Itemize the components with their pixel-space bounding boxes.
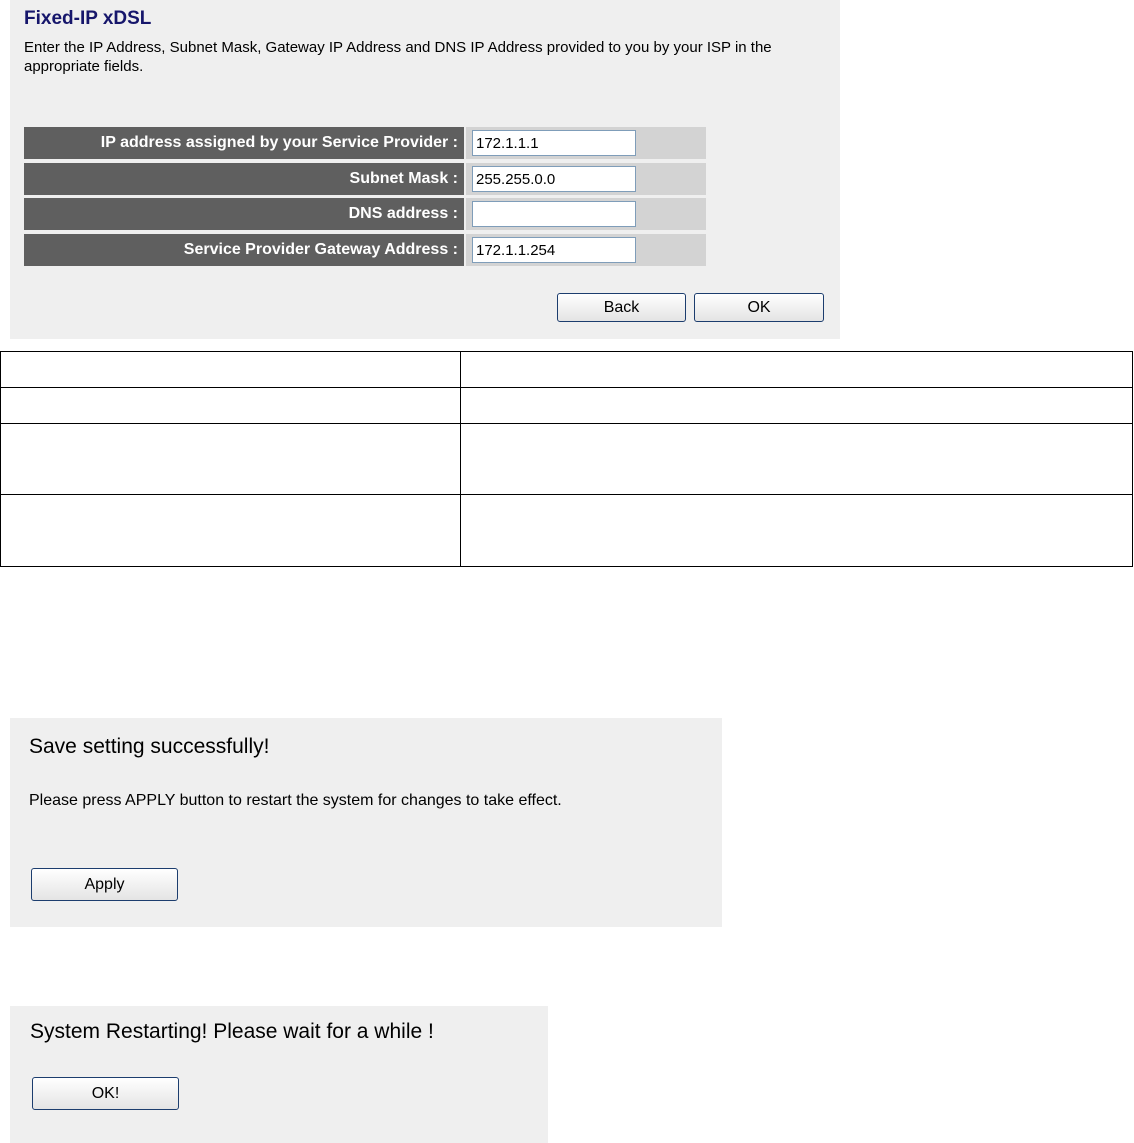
gateway-address-row	[24, 234, 706, 266]
save-success-title: Save setting successfully!	[29, 735, 270, 758]
page-description: Enter the IP Address, Subnet Mask, Gateway IP Address and DNS IP Address provided to you by your ISP in the appropriate fields.	[24, 39, 772, 75]
dns-address-input[interactable]	[472, 201, 636, 227]
back-button[interactable]: Back	[557, 293, 686, 322]
table-cell	[1, 495, 461, 567]
empty-table	[0, 351, 1133, 567]
subnet-mask-input[interactable]	[472, 166, 636, 192]
dns-address-row	[24, 198, 706, 230]
ip-address-label: IP address assigned by your Service Provider :	[24, 127, 464, 159]
table-cell	[461, 388, 1133, 424]
dns-address-label: DNS address :	[24, 198, 464, 230]
table-cell	[1, 388, 461, 424]
fixed-ip-xdsl-panel	[10, 0, 840, 339]
subnet-mask-row	[24, 163, 706, 195]
table-row	[1, 424, 1133, 495]
ok-button[interactable]: OK	[694, 293, 824, 322]
restart-ok-button[interactable]: OK!	[32, 1077, 179, 1110]
ip-address-row	[24, 127, 706, 159]
system-restarting-panel	[10, 1006, 548, 1143]
dns-address-cell	[466, 198, 706, 230]
table-row	[1, 495, 1133, 567]
page-title: Fixed-IP xDSL	[24, 8, 152, 29]
table-row	[1, 388, 1133, 424]
gateway-address-cell	[466, 234, 706, 266]
ip-address-input[interactable]	[472, 130, 636, 156]
table-cell	[461, 495, 1133, 567]
gateway-address-input[interactable]	[472, 237, 636, 263]
apply-button[interactable]: Apply	[31, 868, 178, 901]
gateway-address-label: Service Provider Gateway Address :	[24, 234, 464, 266]
subnet-mask-label: Subnet Mask :	[24, 163, 464, 195]
table-cell	[461, 352, 1133, 388]
table-cell	[1, 352, 461, 388]
ip-address-cell	[466, 127, 706, 159]
restarting-title: System Restarting! Please wait for a while !	[30, 1020, 434, 1043]
table-cell	[1, 424, 461, 495]
save-success-message: Please press APPLY button to restart the system for changes to take effect.	[29, 792, 562, 809]
table-row	[1, 352, 1133, 388]
table-cell	[461, 424, 1133, 495]
save-success-panel	[10, 718, 722, 927]
subnet-mask-cell	[466, 163, 706, 195]
